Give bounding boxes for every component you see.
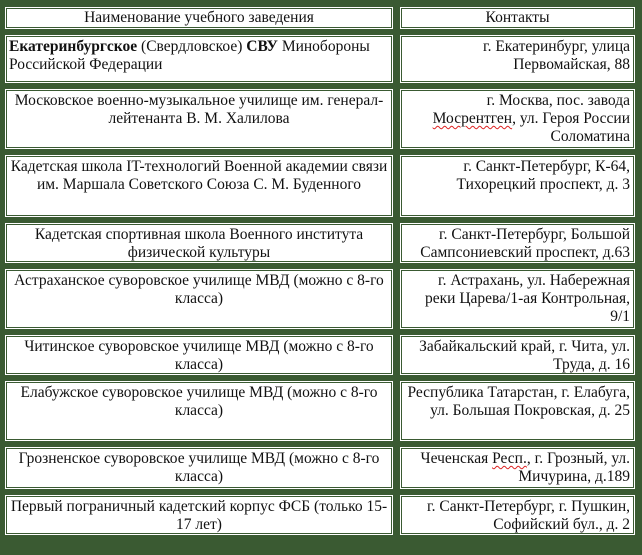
institution-contact [394, 446, 636, 490]
table-row [4, 494, 636, 536]
contact-part: , г. Грозный, ул. Мичурина, д.189 [518, 450, 630, 485]
table-row [4, 380, 636, 442]
institution-name: Грозненское суворовское училище МВД (можно с 8-го класса) [4, 446, 394, 490]
institution-contact [394, 88, 636, 150]
institution-name: Читинское суворовское училище МВД (можно с 8-го класса) [4, 334, 394, 376]
name-part: (Свердловское) [137, 38, 247, 55]
institution-contact: Забайкальский край, г. Чита, ул. Труда, д. 16 [394, 334, 636, 376]
table-row [4, 154, 636, 218]
table-row [4, 88, 636, 150]
header-contacts: Контакты [394, 6, 636, 30]
institution-contact: г. Санкт-Петербург, К-64, Тихорецкий проспект, д. 3 [394, 154, 636, 218]
institution-contact: г. Санкт-Петербург, Большой Сампсониевский проспект, д.63 [394, 222, 636, 264]
institution-name: Кадетская школа IT-технологий Военной академии связи им. Маршала Советского Союза С. М. Буденного [4, 154, 394, 218]
contact-part: г. Москва, пос. завода [486, 92, 630, 109]
institution-name: Первый пограничный кадетский корпус ФСБ (только 15-17 лет) [4, 494, 394, 536]
name-part: Минобороны Российской Федерации [9, 38, 370, 73]
institution-name: Астраханское суворовское училище МВД (можно с 8-го класса) [4, 268, 394, 330]
table-row [4, 446, 636, 490]
table-header-row [4, 6, 636, 30]
name-bold-part: Екатеринбургское [9, 38, 138, 55]
header-name: Наименование учебного заведения [4, 6, 394, 30]
institution-name [4, 34, 394, 84]
table-row [4, 334, 636, 376]
table-row [4, 268, 636, 330]
contact-part: , ул. Героя России Соломатина [512, 110, 630, 145]
institution-name: Московское военно-музыкальное училище им. генерал-лейтенанта В. М. Халилова [4, 88, 394, 150]
name-bold-part: СВУ [246, 38, 278, 55]
institution-contact: г. Астрахань, ул. Набережная реки Царева/1-ая Контрольная, 9/1 [394, 268, 636, 330]
contact-spellcheck-word: Мосрентген [432, 110, 513, 127]
institution-name: Елабужское суворовское училище МВД (можно с 8-го класса) [4, 380, 394, 442]
contact-part: Чеченская [420, 450, 493, 467]
contact-spellcheck-word: Респ. [492, 450, 527, 467]
table-row [4, 34, 636, 84]
table-row [4, 222, 636, 264]
institution-contact: г. Санкт-Петербург, г. Пушкин, Софийский бул., д. 2 [394, 494, 636, 536]
institution-contact: Республика Татарстан, г. Елабуга, ул. Большая Покровская, д. 25 [394, 380, 636, 442]
institutions-table [4, 2, 636, 540]
institution-contact: г. Екатеринбург, улица Первомайская, 88 [394, 34, 636, 84]
institution-name: Кадетская спортивная школа Военного института физической культуры [4, 222, 394, 264]
